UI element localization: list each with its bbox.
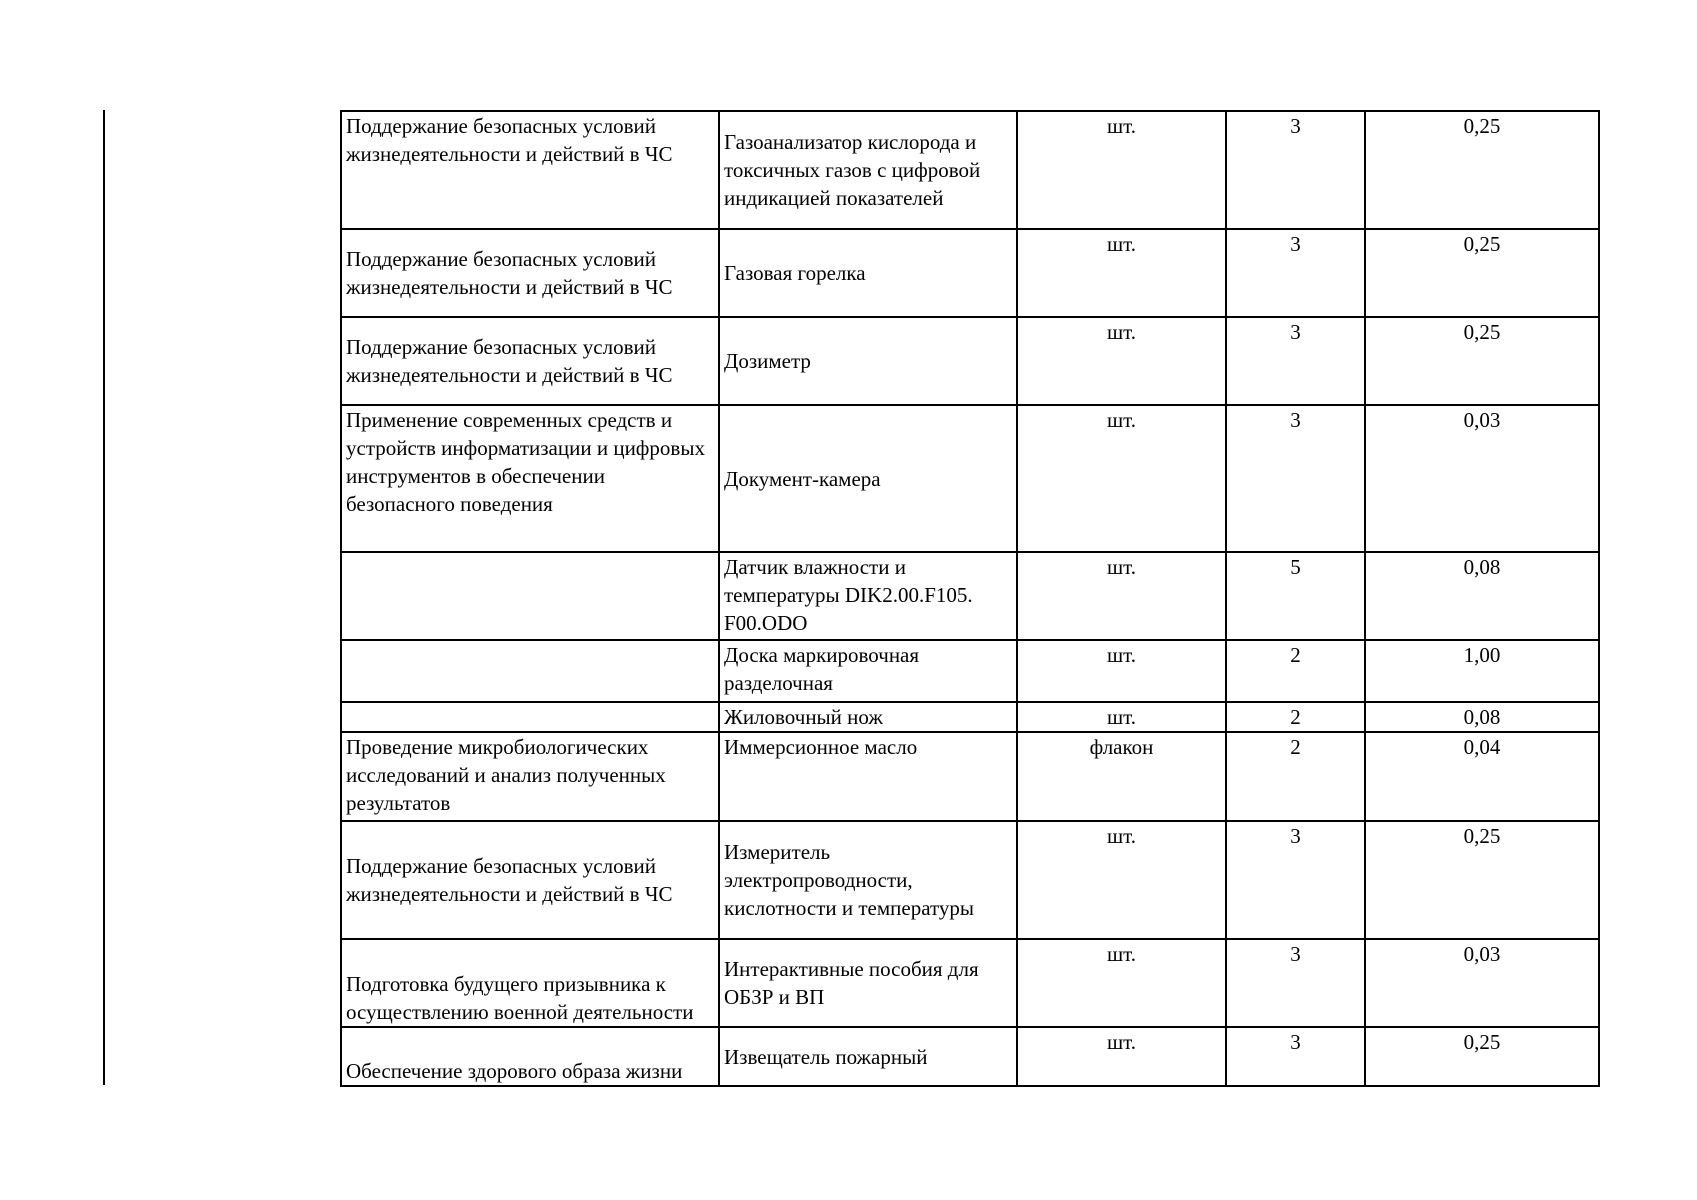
topic-cell: Проведение микробиологических исследований и анализ полученных результатов	[341, 732, 719, 821]
equipment-name-cell: Извещатель пожарный	[719, 1027, 1017, 1086]
equipment-name-cell: Газовая горелка	[719, 229, 1017, 317]
unit-cell: шт.	[1017, 939, 1226, 1027]
quantity-cell: 3	[1226, 1027, 1365, 1086]
coefficient-cell: 0,04	[1365, 732, 1599, 821]
coefficient-cell: 0,08	[1365, 552, 1599, 640]
topic-cell: Подготовка будущего призывника к осуществлению военной деятельности	[341, 939, 719, 1027]
topic-cell	[341, 552, 719, 640]
table-row	[341, 1027, 1599, 1086]
unit-cell: шт.	[1017, 1027, 1226, 1086]
quantity-cell: 5	[1226, 552, 1365, 640]
table-row	[341, 405, 1599, 552]
unit-cell: шт.	[1017, 640, 1226, 702]
quantity-cell: 2	[1226, 732, 1365, 821]
table-row	[341, 732, 1599, 821]
quantity-cell: 3	[1226, 939, 1365, 1027]
quantity-cell: 3	[1226, 821, 1365, 939]
equipment-table	[340, 110, 1600, 1087]
table-row	[341, 552, 1599, 640]
quantity-cell: 3	[1226, 111, 1365, 229]
equipment-name-cell: Жиловочный нож	[719, 702, 1017, 732]
table-row	[341, 821, 1599, 939]
coefficient-cell: 0,03	[1365, 405, 1599, 552]
topic-cell: Обеспечение здорового образа жизни	[341, 1027, 719, 1086]
equipment-name-cell: Датчик влажности и температуры DIK2.00.F105. F00.ODO	[719, 552, 1017, 640]
quantity-cell: 2	[1226, 640, 1365, 702]
quantity-cell: 2	[1226, 702, 1365, 732]
equipment-name-cell: Документ-камера	[719, 405, 1017, 552]
equipment-name-cell: Интерактивные пособия для ОБЗР и ВП	[719, 939, 1017, 1027]
equipment-name-cell: Иммерсионное масло	[719, 732, 1017, 821]
table-row	[341, 640, 1599, 702]
unit-cell: шт.	[1017, 702, 1226, 732]
topic-cell	[341, 702, 719, 732]
topic-cell: Поддержание безопасных условий жизнедеятельности и действий в ЧС	[341, 229, 719, 317]
unit-cell: шт.	[1017, 552, 1226, 640]
topic-cell	[341, 640, 719, 702]
table-row	[341, 317, 1599, 405]
coefficient-cell: 1,00	[1365, 640, 1599, 702]
page-margin-line	[103, 110, 105, 1085]
unit-cell: шт.	[1017, 111, 1226, 229]
topic-cell: Применение современных средств и устройств информатизации и цифровых инструментов в обеспечении безопасного поведения	[341, 405, 719, 552]
equipment-name-cell: Дозиметр	[719, 317, 1017, 405]
unit-cell: шт.	[1017, 229, 1226, 317]
quantity-cell: 3	[1226, 317, 1365, 405]
coefficient-cell: 0,08	[1365, 702, 1599, 732]
quantity-cell: 3	[1226, 229, 1365, 317]
unit-cell: шт.	[1017, 821, 1226, 939]
unit-cell: шт.	[1017, 405, 1226, 552]
quantity-cell: 3	[1226, 405, 1365, 552]
table-row	[341, 702, 1599, 732]
equipment-name-cell: Измеритель электропроводности, кислотности и температуры	[719, 821, 1017, 939]
coefficient-cell: 0,25	[1365, 821, 1599, 939]
topic-cell: Поддержание безопасных условий жизнедеятельности и действий в ЧС	[341, 317, 719, 405]
equipment-name-cell: Доска маркировочная разделочная	[719, 640, 1017, 702]
table-row	[341, 111, 1599, 229]
coefficient-cell: 0,25	[1365, 111, 1599, 229]
coefficient-cell: 0,25	[1365, 229, 1599, 317]
topic-cell: Поддержание безопасных условий жизнедеятельности и действий в ЧС	[341, 111, 719, 229]
coefficient-cell: 0,03	[1365, 939, 1599, 1027]
unit-cell: шт.	[1017, 317, 1226, 405]
unit-cell: флакон	[1017, 732, 1226, 821]
table-row	[341, 229, 1599, 317]
table-row	[341, 939, 1599, 1027]
coefficient-cell: 0,25	[1365, 317, 1599, 405]
equipment-name-cell: Газоанализатор кислорода и токсичных газов с цифровой индикацией показателей	[719, 111, 1017, 229]
coefficient-cell: 0,25	[1365, 1027, 1599, 1086]
topic-cell: Поддержание безопасных условий жизнедеятельности и действий в ЧС	[341, 821, 719, 939]
